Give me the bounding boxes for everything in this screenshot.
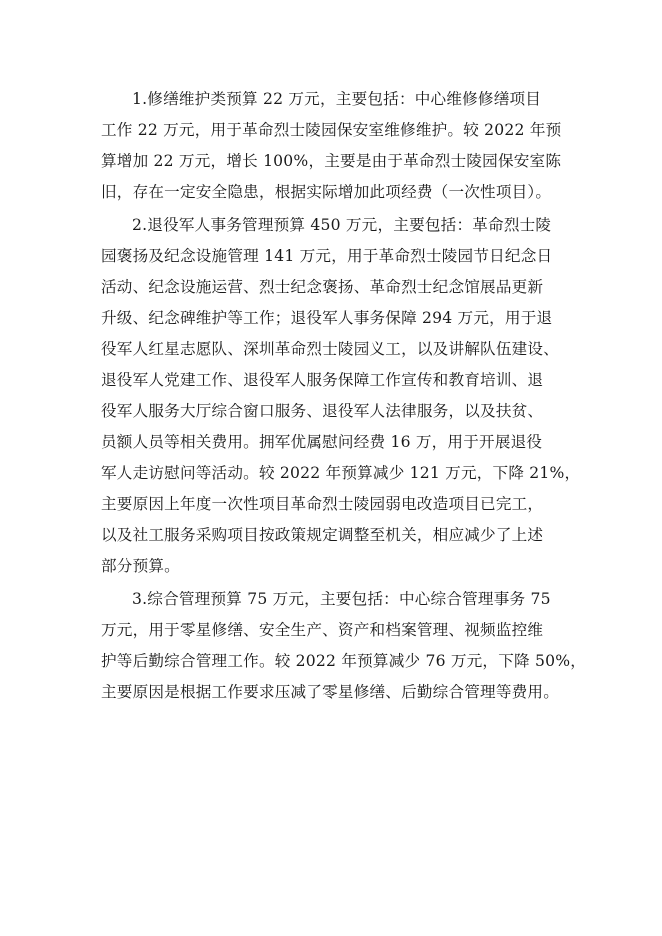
paragraph-line: 旧，存在一定安全隐患，根据实际增加此项经费（一次性项目）。 <box>101 183 552 201</box>
paragraph-line: 3.综合管理预算 75 万元，主要包括：中心综合管理事务 75 <box>132 590 551 608</box>
paragraph-line: 1.修缮维护类预算 22 万元，主要包括：中心维修修缮项目 <box>132 90 542 108</box>
paragraph-line: 工作 22 万元，用于革命烈士陵园保安室维修维护。较 2022 年预 <box>101 121 562 139</box>
paragraph-line: 主要原因上年度一次性项目革命烈士陵园弱电改造项目已完工， <box>101 495 544 513</box>
body-text <box>101 84 587 708</box>
paragraph-line: 升级、纪念碑维护等工作；退役军人事务保障 294 万元，用于退 <box>101 309 553 327</box>
paragraph-line: 退役军人党建工作、退役军人服务保障工作宣传和教育培训、退 <box>101 371 544 389</box>
paragraph-line: 以及社工服务采购项目按政策规定调整至机关，相应减少了上述 <box>101 526 544 544</box>
paragraph-repair-budget <box>101 84 571 208</box>
paragraph-line: 护等后勤综合管理工作。较 2022 年预算减少 76 万元，下降 50%， <box>101 652 587 670</box>
paragraph-general-management-budget <box>101 584 587 708</box>
paragraph-line: 部分预算。 <box>101 557 180 575</box>
paragraph-line: 算增加 22 万元，增长 100%，主要是由于革命烈士陵园保安室陈 <box>101 152 562 170</box>
paragraph-line: 员额人员等相关费用。拥军优属慰问经费 16 万，用于开展退役 <box>101 433 543 451</box>
paragraph-line: 役军人服务大厅综合窗口服务、退役军人法律服务，以及扶贫、 <box>101 402 544 420</box>
paragraph-line: 军人走访慰问等活动。较 2022 年预算减少 121 万元，下降 21%， <box>101 464 581 482</box>
paragraph-line: 主要原因是根据工作要求压减了零星修缮、后勤综合管理等费用。 <box>101 683 560 701</box>
paragraph-line: 活动、纪念设施运营、烈士纪念褒扬、革命烈士纪念馆展品更新 <box>101 278 544 296</box>
paragraph-veterans-affairs-budget <box>101 210 581 582</box>
paragraph-line: 园褒扬及纪念设施管理 141 万元，用于革命烈士陵园节日纪念日 <box>101 247 553 265</box>
paragraph-line: 2.退役军人事务管理预算 450 万元，主要包括：革命烈士陵 <box>132 216 552 234</box>
paragraph-line: 役军人红星志愿队、深圳革命烈士陵园义工，以及讲解队伍建设、 <box>101 340 560 358</box>
paragraph-line: 万元，用于零星修缮、安全生产、资产和档案管理、视频监控维 <box>101 621 544 639</box>
